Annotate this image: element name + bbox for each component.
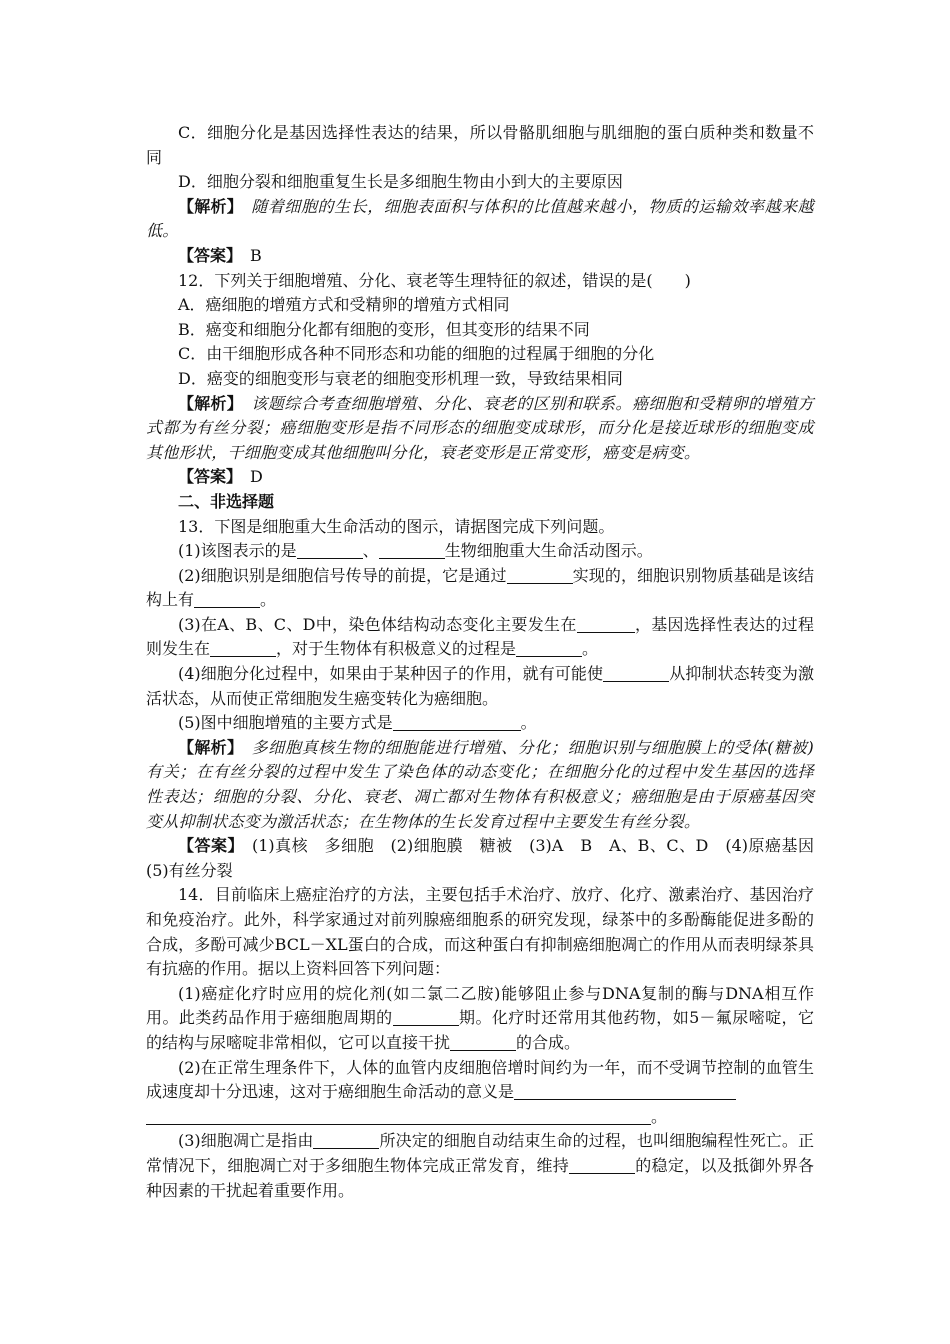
q13-part5: (5)图中细胞增殖的主要方式是 。 <box>178 713 537 733</box>
answer-blank[interactable] <box>379 542 445 559</box>
answer-text: (1)真核 多细胞 (2)细胞膜 糖被 (3)A B A、B、C、D (4)原癌基因 (5)有丝分裂 <box>146 836 831 880</box>
answer-tag: 【答案】 <box>178 245 243 265</box>
analysis-tag: 【解析】 <box>178 393 244 413</box>
q12-option-a: A．癌细胞的增殖方式和受精卵的增殖方式相同 <box>178 295 510 315</box>
answer-tag: 【答案】 <box>178 467 243 487</box>
q13-part4: (4)细胞分化过程中，如果由于某种因子的作用，就有可能使 从抑制状态转变为激活状态，从而使正常细胞发生癌变转化为癌细胞。 <box>146 664 814 708</box>
q13-part3: (3)在A、B、C、D中，染色体结构动态变化主要发生在 ，基因选择性表达的过程则发生在 ，对于生物体有积极意义的过程是 。 <box>146 614 814 659</box>
q12-option-d: D．癌变的细胞变形与衰老的细胞变形机理一致，导致结果相同 <box>178 368 623 388</box>
document-page <box>146 121 831 1203</box>
analysis-tag: 【解析】 <box>178 737 244 757</box>
answer-blank[interactable] <box>569 1157 635 1174</box>
analysis-text: 随着细胞的生长，细胞表面积与体积的比值越来越小，物质的运输效率越来越低。 <box>146 196 814 241</box>
answer-blank[interactable] <box>603 665 669 682</box>
answer-tag: 【答案】 <box>178 836 244 856</box>
analysis-text: 该题综合考查细胞增殖、分化、衰老的区别和联系。癌细胞和受精卵的增殖方式都为有丝分裂；癌细胞变形是指不同形态的细胞变成球形，而分化是接近球形的细胞变成其他形状，干细胞变成其他细胞叫分化，衰老变形是正常变形，癌变是病变。 <box>146 393 814 462</box>
q12-answer <box>146 465 814 490</box>
q13-analysis <box>146 736 814 834</box>
answer-blank[interactable] <box>514 1083 736 1100</box>
analysis-text: 多细胞真核生物的细胞能进行增殖、分化；细胞识别与细胞膜上的受体(糖被)有关；在有丝分裂的过程中发生了染色体的动态变化；在细胞分化的过程中发生基因的选择性表达；细胞的分裂、分化、衰老、凋亡都对生物体有积极意义；癌细胞是由于原癌基因突变从抑制状态变为激活状态；在生物体的生长发育过程中主要发生有丝分裂。 <box>146 737 814 831</box>
q13-stem: 13．下图是细胞重大生命活动的图示，请据图完成下列问题。 <box>178 516 615 536</box>
q14-part2: (2)在正常生理条件下，人体的血管内皮细胞倍增时间约为一年，而不受调节控制的血管生成速度却十分迅速，这对于癌细胞生命活动的意义是 。 <box>146 1057 814 1126</box>
q11-option-c: C．细胞分化是基因选择性表达的结果，所以骨骼肌细胞与肌细胞的蛋白质种类和数量不同 <box>146 123 814 167</box>
answer-blank[interactable] <box>450 1034 516 1051</box>
q11-answer <box>146 244 814 269</box>
q12-stem: 12．下列关于细胞增殖、分化、衰老等生理特征的叙述，错误的是( ) <box>178 270 691 290</box>
q14-part3: (3)细胞凋亡是指由 所决定的细胞自动结束生命的过程，也叫细胞编程性死亡。正常情况下，细胞凋亡对于多细胞生物体完成正常发育，维持 的稳定，以及抵御外界各种因素的干扰起着重要作用。 <box>146 1131 814 1200</box>
answer-blank[interactable] <box>577 616 635 633</box>
answer-blank[interactable] <box>297 542 363 559</box>
q14-part1: (1)癌症化疗时应用的烷化剂(如二氯二乙胺)能够阻止参与DNA复制的酶与DNA相互作用。此类药品作用于癌细胞周期的 期。化疗时还常用其他药物，如5－氟尿嘧啶，它的结构与尿嘧啶非常相似，它可以直接干扰 的合成。 <box>146 983 814 1052</box>
answer-blank[interactable] <box>516 640 582 657</box>
answer-blank[interactable] <box>393 714 521 731</box>
q13-part1: (1)该图表示的是 、 生物细胞重大生命活动图示。 <box>178 541 653 561</box>
q14-stem: 14．目前临床上癌症治疗的方法，主要包括手术治疗、放疗、化疗、激素治疗、基因治疗和免疫治疗。此外，科学家通过对前列腺癌细胞系的研究发现，绿茶中的多酚酶能促进多酚的合成，多酚可减少BCL－XL蛋白的合成，而这种蛋白有抑制癌细胞凋亡的作用从而表明绿茶具有抗癌的作用。据以上资料回答下列问题： <box>146 885 814 979</box>
answer-blank[interactable] <box>313 1132 379 1149</box>
answer-text: D <box>250 467 263 487</box>
q12-option-c: C．由干细胞形成各种不同形态和功能的细胞的过程属于细胞的分化 <box>178 344 655 364</box>
q13-answer <box>146 834 831 883</box>
answer-blank[interactable] <box>507 567 573 584</box>
answer-text: B <box>250 245 262 265</box>
analysis-tag: 【解析】 <box>178 196 244 216</box>
answer-blank[interactable] <box>210 640 276 657</box>
q12-option-b: B．癌变和细胞分化都有细胞的变形，但其变形的结果不同 <box>178 319 590 339</box>
section-heading: 二、非选择题 <box>178 491 275 511</box>
q11-analysis <box>146 195 814 244</box>
q12-analysis <box>146 392 814 466</box>
answer-blank[interactable] <box>146 1108 651 1125</box>
answer-blank[interactable] <box>194 591 260 608</box>
answer-blank[interactable] <box>393 1009 459 1026</box>
q11-option-d: D．细胞分裂和细胞重复生长是多细胞生物由小到大的主要原因 <box>178 172 623 192</box>
q13-part2: (2)细胞识别是细胞信号传导的前提，它是通过 实现的，细胞识别物质基础是该结构上有 。 <box>146 565 814 610</box>
